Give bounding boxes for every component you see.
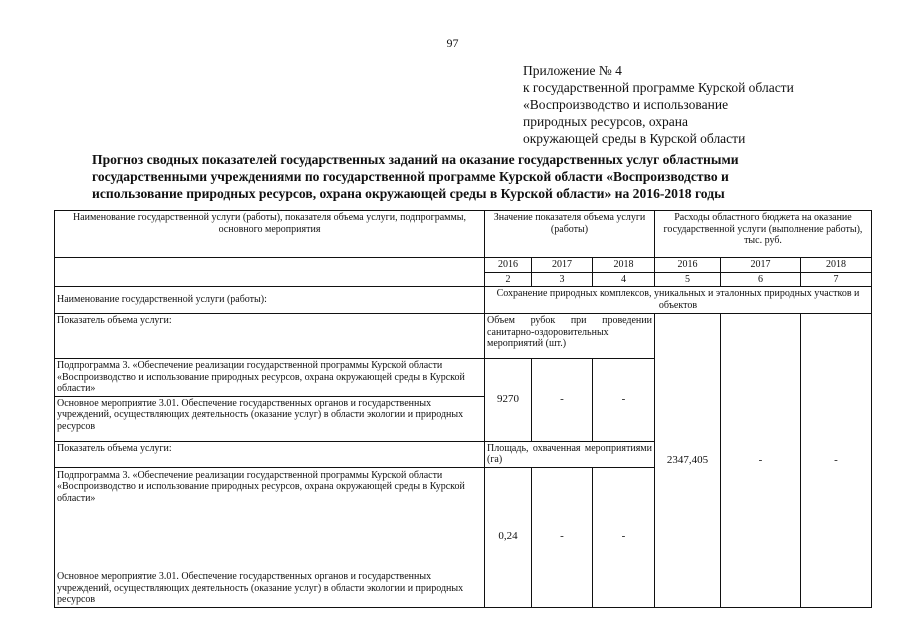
page-number: 97: [446, 36, 459, 50]
appendix-block: [523, 62, 893, 147]
indicator-label: Показатель объема услуги:: [55, 441, 485, 467]
service-value: Сохранение природных комплексов, уникальных и эталонных природных участков и объектов: [485, 287, 872, 314]
appendix-line: природных ресурсов, охрана: [523, 114, 688, 129]
col-number: 5: [655, 272, 721, 287]
subprogram-row: Подпрограмма 3. «Обеспечение реализации государственной программы Курской области «Воспроизводство и использование природных ресурсов, охрана окружающей среды в Курской области»: [55, 359, 485, 397]
indicator-number: -: [593, 467, 655, 607]
col-number: 6: [721, 272, 801, 287]
year-cell: 2018: [801, 258, 872, 273]
col-number: 3: [532, 272, 593, 287]
indicator-number: -: [593, 359, 655, 442]
year-cell: 2017: [532, 258, 593, 273]
appendix-line: окружающей среды в Курской области: [523, 131, 746, 146]
col-number: 2: [485, 272, 532, 287]
col-number: 7: [801, 272, 872, 287]
indicator-number: -: [532, 359, 593, 442]
year-cell: 2017: [721, 258, 801, 273]
header-expenses: Расходы областного бюджета на оказание государственной услуги (выполнение работы), тыс. руб.: [655, 211, 872, 258]
year-cell: 2016: [655, 258, 721, 273]
indicator-number: -: [532, 467, 593, 607]
indicator-number: 0,24: [485, 467, 532, 607]
service-label: Наименование государственной услуги (работы):: [55, 287, 485, 314]
header-volume: Значение показателя объема услуги (работы): [485, 211, 655, 258]
indicator-value: Площадь, охваченная мероприятиями (га): [485, 441, 655, 467]
header-name: Наименование государственной услуги (работы), показателя объема услуги, подпрограммы, основного мероприятия: [55, 211, 485, 258]
col-number: 4: [593, 272, 655, 287]
indicators-table: [54, 210, 872, 608]
title-line: Прогноз сводных показателей государственных заданий на оказание государственных услуг областными: [92, 152, 739, 167]
subprogram-measure-cell: [55, 467, 485, 607]
title-line: использование природных ресурсов, охрана окружающей среды в Курской области» на 2016-2018 годы: [92, 186, 725, 201]
indicator-number: 9270: [485, 359, 532, 442]
title-line: государственными учреждениями по государственной программе Курской области «Воспроизводство и: [92, 169, 729, 184]
subprogram-row: Подпрограмма 3. «Обеспечение реализации государственной программы Курской области «Воспроизводство и использование природных ресурсов, охрана окружающей среды в Курской области»: [57, 469, 465, 504]
expense-value: 2347,405: [655, 314, 721, 608]
appendix-line: к государственной программе Курской области: [523, 80, 794, 95]
indicator-label: Показатель объема услуги:: [55, 314, 485, 359]
indicator-value: Объем рубок при проведении санитарно-оздоровительных мероприятий (шт.): [485, 314, 655, 359]
appendix-line: «Воспроизводство и использование: [523, 97, 729, 112]
measure-row: Основное мероприятие 3.01. Обеспечение государственных органов и государственных учреждений, осуществляющих деятельность (оказание услуг) в области экологии и природных ресурсов: [57, 571, 464, 605]
measure-row: Основное мероприятие 3.01. Обеспечение государственных органов и государственных учреждений, осуществляющих деятельность (оказание услуг) в области экологии и природных ресурсов: [55, 396, 485, 441]
year-cell: 2016: [485, 258, 532, 273]
document-title: [92, 151, 852, 202]
expense-value: -: [721, 314, 801, 608]
header-name-spacer: [55, 258, 485, 287]
appendix-line: Приложение № 4: [523, 63, 622, 78]
year-cell: 2018: [593, 258, 655, 273]
expense-value: -: [801, 314, 872, 608]
